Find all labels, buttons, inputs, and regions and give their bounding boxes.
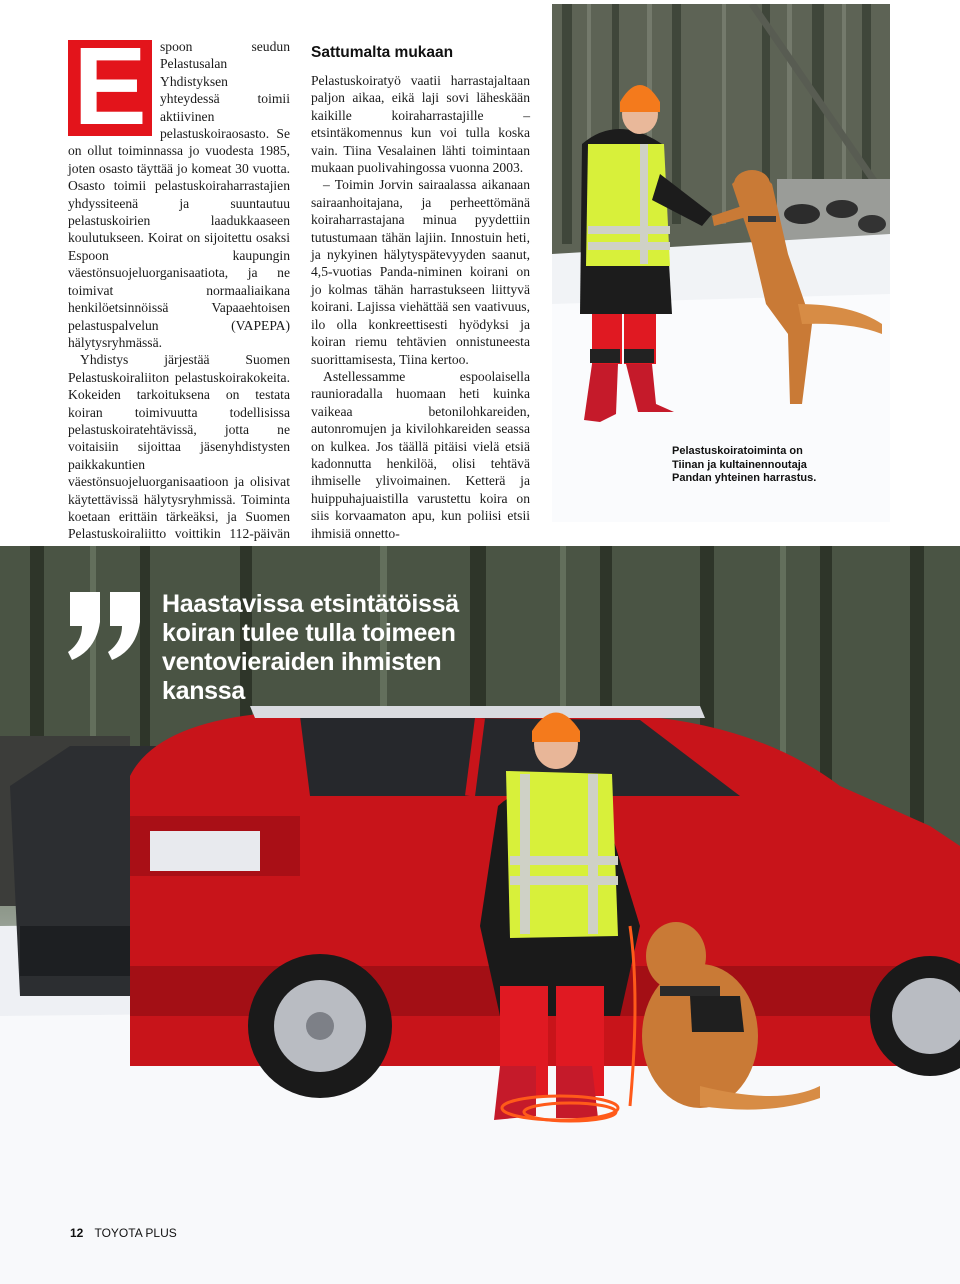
quote-mark-icon: [66, 592, 146, 662]
article-paragraph: Astellessamme espoolaisella raunioradalla huomaan heti kuinka vaikeaa betonilohkareiden, autonromujen ja kivilohkareiden seassa on kulkea. Jos täällä pitäisi vielä etsiä kadonnutta henkilöä, olisi tehtävä ihmiselle ylivoimainen. Ketterä ja huippuhajuaistilla varustettu koira on siis korvaamaton apu, kun poliisi etsii ihmisiä onnetto-: [311, 368, 530, 541]
magazine-name: TOYOTA PLUS: [94, 1226, 177, 1240]
pull-quote: Haastavissa etsintätöissä koiran tulee tulla toimeen ventovieraiden ihmisten kanssa: [162, 590, 459, 705]
page-number: 12: [70, 1226, 84, 1240]
page-folio: [70, 1226, 177, 1240]
drop-cap-letter: E: [73, 25, 147, 148]
article-column-1: [68, 25, 290, 578]
article-paragraph: Yhdistys järjestää Suomen Pelastuskoiraliiton pelastuskoirakokeita. Kokeiden tarkoituksena on testata koiran toimivuutta todellisissa pelastuskoiratehtävissä, jotta ne voitaisiin sijoittaa jäsenyhdistysten paikkakuntien väestönsuojeluorganisaatioon ja olisivat käytettävissä hälytysryhmissä. Toiminta koetaan erittäin tärkeäksi, ja Suomen Pelastuskoiraliitto voittikin 112-päivän: [68, 352, 290, 542]
photo-caption: Pelastuskoiratoiminta on Tiinan ja kultainennoutaja Pandan yhteinen harrastus.: [672, 445, 817, 484]
article-column-2: [311, 44, 530, 542]
section-subheading: Sattumalta mukaan: [311, 44, 454, 61]
article-paragraph: Pelastuskoiratyö vaatii harrastajaltaan paljon aikaa, eikä laji sovi läheskään kaikille koiraharrastajille – etsintäkomennus kun voi tulla koska vain. Tiina Vesalainen lähti toimintaan mukaan puolivahingossa vuonna 2003.: [311, 73, 530, 176]
article-paragraph: – Toimin Jorvin sairaalassa aikanaan sairaanhoitajana, ja perheettömänä koiraharrastajana minua pyydettiin tutustumaan tähän lajiin. Innostuin heti, ja nykyinen hälytyspätevyyden saanut, 4,5-vuotias Panda-niminen koirani on jo kolmas tähän harrastukseen liittyvä koirani. Lajissa viehättää sen vaativuus, ilo olla konkreettisesti hyödyksi ja koiran riemu tehtävien onnistuneesta suorittamisesta, Tiina kertoo.: [311, 177, 530, 367]
article-paragraph: spoon seudun Pelastusalan Yhdistyksen yhteydessä toimii aktiivinen pelastuskoiraosasto. Se on ollut toiminnassa jo vuodesta 1985, joten osasto täyttää jo komeat 30 vuotta. Osasto toimii pelastuskoiraharrastajien yhdyssiteenä ja suuntautuu pelastuskoirien laadukkaaseen koulutukseen. Koirat on sijoitettu osaksi Espoon kaupungin väestönsuojeluorganisaatiota, ja ne toimivat normaaliaikana henkilöetsinnöissä Vapaaehtoisen pelastuspalvelun (VAPEPA) hälytysryhmässä.: [68, 39, 290, 350]
drop-cap: [68, 25, 152, 148]
